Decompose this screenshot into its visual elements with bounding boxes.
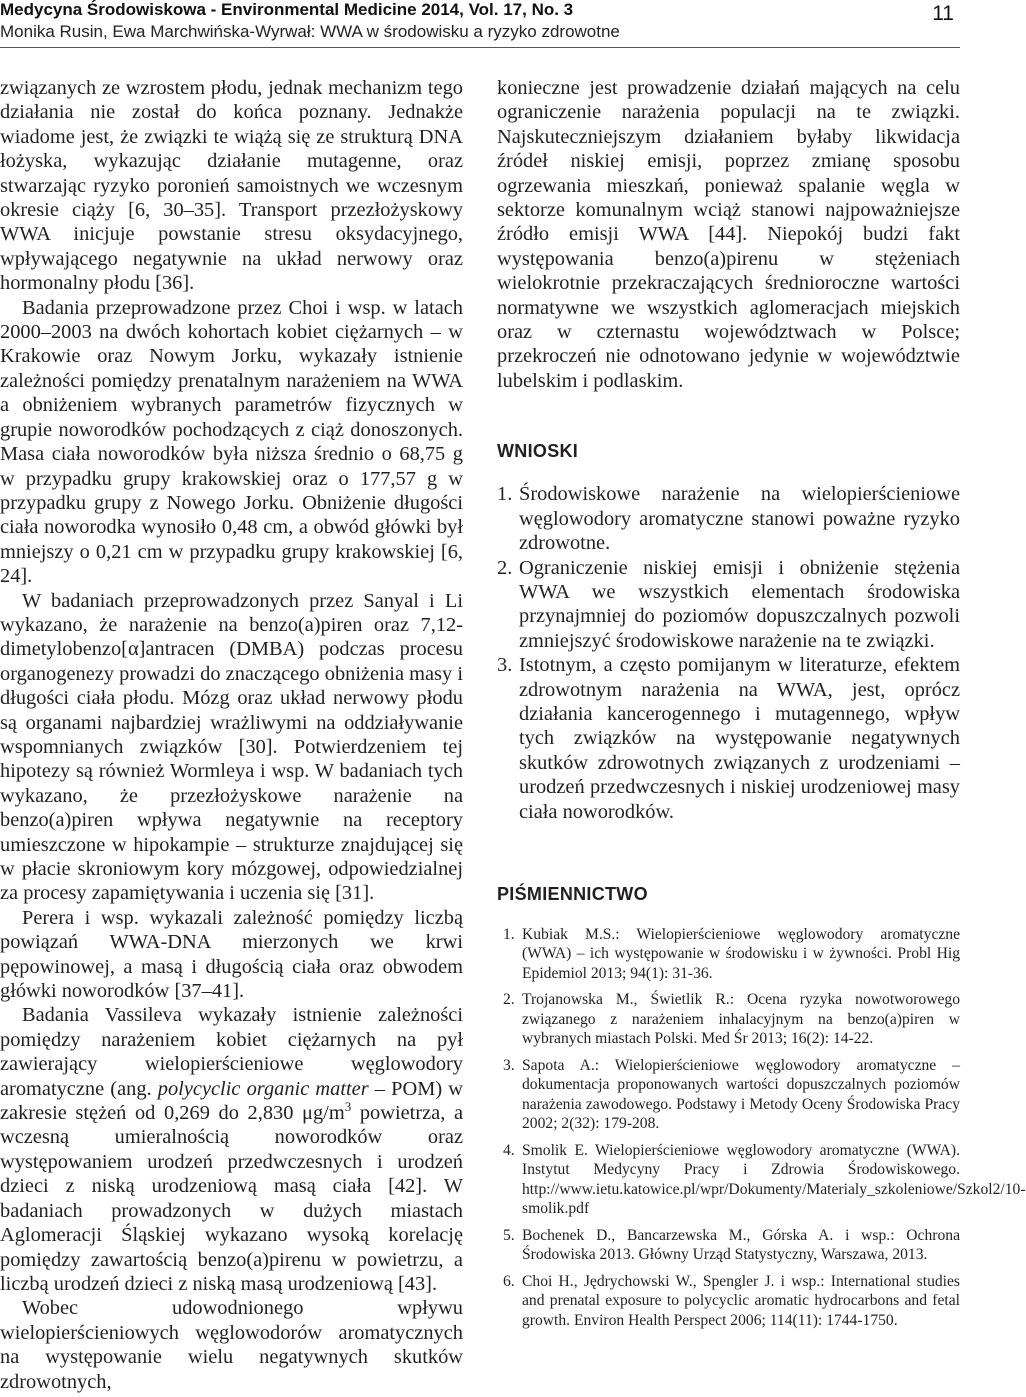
conclusion-item-text: Istotnym, a często pomijanym w literaturze, efektem zdrowotnym narażenia na WWA, jest, oprócz działania kancerogennego i mutagennego, wpływ tych związków na występowanie negatywnych skutków zdrowotnych związanych z urodzeniami – urodzeń przedwczesnych i niskiej urodzeniowej masy ciała noworodków.	[519, 654, 960, 823]
conclusion-item	[497, 653, 960, 824]
references-list	[497, 925, 1026, 1331]
section-heading-conclusions: WNIOSKI	[497, 441, 579, 462]
left-column	[0, 76, 463, 1394]
paragraph: związanych ze wzrostem płodu, jednak mechanizm tego działania nie został do końca poznany. Jednakże wiadome jest, że związki te wiążą się ze strukturą DNA łożyska, wykazując działanie mutagenne, oraz stwarzając ryzyko poronień samoistnych we wczesnym okresie ciąży [6, 30–35]. Transport przezłożyskowy WWA inicjuje powstanie stresu oksydacyjnego, wpływającego negatywnie na układ nerwowy oraz hormonalny płodu [36].	[0, 77, 463, 295]
reference-item-text: Trojanowska M., Świetlik R.: Ocena ryzyka nowotworowego związanego z narażeniem inhalacyjnym na benzo(a)piren w wybranych miastach Polski. Med Śr 2013; 16(2): 14-22.	[522, 991, 960, 1048]
italic-term: polycyclic organic matter	[157, 1077, 369, 1100]
conclusion-item	[497, 556, 960, 654]
paragraph-text: powietrza, a wczesną umieralnością noworodków oraz występowaniem urodzeń przedwczesnych i urodzeń dzieci z niską urodzeniową masą ciała [42]. W badaniach prowadzonych w dużych miastach Aglomeracji Śląskiej wykazano wysoką korelację pomiędzy zawartością benzo(a)pirenu w powietrzu, a liczbą urodzeń dzieci z niską masą urodzeniową [43].	[0, 1102, 463, 1295]
conclusion-item-number: 3.	[497, 654, 513, 677]
conclusion-item-text: Środowiskowe narażenie na wielopierścieniowe węglowodory aromatyczne stanowi poważne ryzyko zdrowotne.	[519, 483, 960, 555]
reference-item	[497, 1272, 960, 1331]
reference-item-text: Bochenek D., Bancarzewska M., Górska A. i wsp.: Ochrona Środowiska 2013. Główny Urząd Statystyczny, Warszawa, 2013.	[522, 1226, 960, 1264]
paragraph: Perera i wsp. wykazali zależność pomiędzy liczbą powiązań WWA-DNA mierzonych we krwi pępowinowej, a masą i długością ciała oraz obwodem główki noworodków [37–41].	[0, 906, 463, 1003]
paragraph	[0, 1003, 463, 1296]
conclusion-item-text: Ograniczenie niskiej emisji i obniżenie stężenia WWA we wszystkich elementach środowiska przynajmniej do poziomów dopuszczalnych pozwoli zmniejszyć środowiskowe narażenie na te związki.	[519, 556, 960, 652]
conclusion-item	[497, 482, 960, 555]
reference-item-number: 2.	[503, 991, 515, 1009]
reference-item-number: 6.	[503, 1272, 515, 1290]
conclusion-item-number: 1.	[497, 483, 513, 506]
conclusions-list	[497, 482, 960, 824]
reference-item-number: 4.	[503, 1141, 515, 1159]
reference-item	[497, 925, 960, 984]
paragraph: Badania przeprowadzone przez Choi i wsp. w latach 2000–2003 na dwóch kohortach kobiet ciężarnych – w Krakowie oraz Nowym Jorku, wykazały istnienie zależności pomiędzy prenatalnym narażeniem na WWA a obniżeniem wybranych parametrów fizycznych w grupie noworodków pochodzących z ciąż donoszonych. Masa ciała noworodków była niższa średnio o 68,75 g w przypadku grupy krakowskiej oraz o 177,57 g w przypadku grupy z Nowego Jorku. Obniżenie długości ciała noworodka wynosiło 0,48 cm, a obwód główki był mniejszy o 0,21 cm w przypadku grupy krakowskiej [6, 24].	[0, 296, 463, 588]
journal-title: Medycyna Środowiskowa - Environmental Medicine 2014, Vol. 17, No. 3	[0, 0, 574, 19]
reference-item	[497, 1141, 1026, 1219]
conclusion-item-number: 2.	[497, 556, 513, 579]
reference-item	[497, 1226, 960, 1265]
reference-item	[497, 990, 960, 1049]
right-column	[497, 76, 1026, 1337]
reference-item-text: Choi H., Jędrychowski W., Spengler J. i wsp.: International studies and prenatal exposure to polycyclic aromatic hydrocarbons and fetal growth. Environ Health Perspect 2006; 114(11): 1744-1750.	[522, 1272, 960, 1329]
paragraph: Wobec udowodnionego wpływu wielopierścieniowych węglowodorów aromatycznych na występowanie wielu negatywnych skutków zdrowotnych,	[0, 1297, 463, 1393]
reference-item	[497, 1056, 960, 1134]
paragraph-text: Badania Vassileva wykazały istnienie zależności pomiędzy narażeniem kobiet ciężarnych na pył zawierający wielopierścieniowe węglowodory aromatyczne (ang.	[0, 1004, 463, 1100]
paragraph: konieczne jest prowadzenie działań mających na celu ograniczenie narażenia populacji na te związki. Najskuteczniejszym działaniem byłaby likwidacja źródeł niskiej emisji, poprzez zmianę sposobu ogrzewania mieszkań, ponieważ spalanie węgla w sektorze komunalnym wciąż stanowi najpoważniejsze źródło emisji WWA [44]. Niepokój budzi fakt występowania benzo(a)pirenu w stężeniach wielokrotnie przekraczających średnioroczne wartości normatywne we wszystkich aglomeracjach miejskich oraz w czternastu województwach w Polsce; przekroczeń nie odnotowano jedynie w województwie lubelskim i podlaskim.	[497, 77, 960, 392]
section-heading-references: PIŚMIENNICTWO	[497, 883, 648, 904]
paragraph-text: – POM) w zakresie stężeń od 0,269 do 2,830 μg/m	[0, 1077, 463, 1125]
running-authors: Monika Rusin, Ewa Marchwińska-Wyrwał: WWA w środowisku a ryzyko zdrowotne	[0, 22, 620, 41]
paragraph: W badaniach przeprowadzonych przez Sanyal i Li wykazano, że narażenie na benzo(a)piren oraz 7,12-dimetylobenzo[α]antracen (DMBA) podczas procesu organogenezy prowadzi do znaczącego obniżenia masy i długości ciała płodu. Mózg oraz układ nerwowy płodu są organami najbardziej wrażliwymi na oddziaływanie wspomnianych związków [30]. Potwierdzeniem tej hipotezy są również Wormleya i wsp. W badaniach tych wykazano, że przezłożyskowe narażenie na benzo(a)piren wpływa negatywnie na receptory umieszczone w hipokampie – strukturze znajdującej się w płacie skroniowym kory mózgowej, odpowiedzialnej za procesy zapamiętywania i uczenia się [31].	[0, 589, 463, 905]
header-rule	[0, 47, 960, 48]
reference-item-text: Sapota A.: Wielopierścieniowe węglowodory aromatyczne – dokumentacja proponowanych wartości dopuszczalnych poziomów narażenia zawodowego. Podstawy i Metody Oceny Środowiska Pracy 2002; 2(32): 179-208.	[522, 1056, 960, 1133]
page-number: 11	[932, 2, 954, 25]
superscript: 3	[344, 1099, 352, 1115]
reference-item-number: 1.	[503, 925, 515, 943]
reference-item-number: 5.	[503, 1226, 515, 1244]
running-header	[0, 0, 960, 46]
reference-item-number: 3.	[503, 1056, 515, 1074]
reference-item-text: Kubiak M.S.: Wielopierścieniowe węglowodory aromatyczne (WWA) – ich występowanie w środowisku i w żywności. Probl Hig Epidemiol 2013; 94(1): 31-36.	[522, 925, 960, 982]
reference-item-text: Smolik E. Wielopierścieniowe węglowodory aromatyczne (WWA). Instytut Medycyny Pracy i Zdrowia Środowiskowego. http://www.ietu.katowice.pl/wpr/Dokumenty/Materialy_szkoleniowe/Szkol2/10-smolik.pdf	[522, 1141, 1026, 1218]
